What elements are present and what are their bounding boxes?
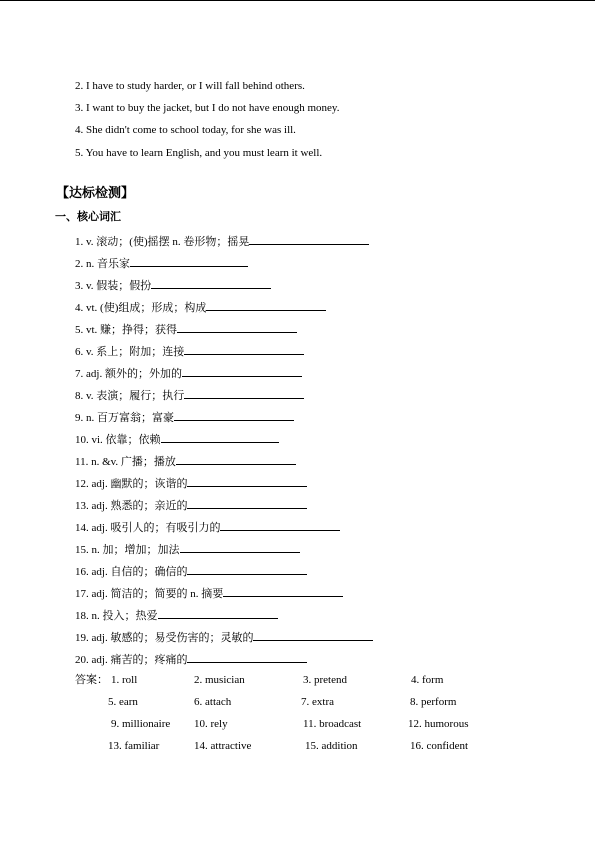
answer-item: 10. rely (194, 718, 228, 730)
answer-item: 15. addition (305, 740, 358, 752)
vocab-item: 6. v. 系上；附加；连接 (75, 343, 304, 359)
answer-item: 14. attractive (194, 740, 252, 752)
answer-item: 2. musician (194, 674, 245, 686)
vocab-item: 16. adj. 自信的；确信的 (75, 563, 307, 579)
answer-item: 3. pretend (303, 674, 347, 686)
answer-blank (253, 629, 373, 641)
vocab-item: 1. v. 滚动；(使)摇摆 n. 卷形物；摇晃 (75, 233, 369, 249)
answer-blank (187, 651, 307, 663)
answer-blank (177, 321, 297, 333)
answer-item: 9. millionaire (111, 718, 171, 730)
answer-blank (158, 607, 278, 619)
vocab-item: 20. adj. 痛苦的；疼痛的 (75, 651, 307, 667)
page-top-border (0, 0, 595, 1)
vocab-item: 10. vi. 依靠；依赖 (75, 431, 279, 447)
answer-item: 11. broadcast (303, 718, 362, 730)
sentence-4: 4. She didn't come to school today, for she was ill. (75, 124, 296, 136)
answer-item: 1. roll (111, 674, 138, 686)
answer-blank (220, 519, 340, 531)
vocab-item: 13. adj. 熟悉的；亲近的 (75, 497, 307, 513)
answer-blank (130, 255, 248, 267)
answer-item: 8. perform (410, 696, 457, 708)
answer-blank (180, 541, 300, 553)
answer-item: 16. confident (410, 740, 469, 752)
answer-blank (184, 387, 304, 399)
sentence-2: 2. I have to study harder, or I will fall behind others. (75, 80, 305, 92)
answer-blank (187, 475, 307, 487)
vocab-item: 11. n. &v. 广播；播放 (75, 453, 296, 469)
vocab-item: 18. n. 投入；热爱 (75, 607, 278, 623)
vocab-item: 9. n. 百万富翁；富豪 (75, 409, 294, 425)
answer-blank (187, 497, 307, 509)
sentence-5: 5. You have to learn English, and you must learn it well. (75, 147, 323, 159)
vocab-item: 2. n. 音乐家 (75, 255, 248, 271)
answer-blank (206, 299, 326, 311)
answer-blank (187, 563, 307, 575)
answer-blank (151, 277, 271, 289)
answer-item: 12. humorous (408, 718, 469, 730)
answer-blank (161, 431, 279, 443)
subsection-title: 一、核心词汇 (55, 210, 121, 223)
answer-blank (176, 453, 296, 465)
vocab-item: 17. adj. 简洁的；简要的 n. 摘要 (75, 585, 343, 601)
answer-blank (249, 233, 369, 245)
answer-item: 4. form (411, 674, 444, 686)
vocab-item: 7. adj. 额外的；外加的 (75, 365, 302, 381)
vocab-item: 5. vt. 赚；挣得；获得 (75, 321, 297, 337)
answer-blank (223, 585, 343, 597)
sentence-3: 3. I want to buy the jacket, but I do not have enough money. (75, 102, 340, 114)
answer-item: 13. familiar (108, 740, 160, 752)
vocab-item: 14. adj. 吸引人的；有吸引力的 (75, 519, 340, 535)
vocab-item: 12. adj. 幽默的；诙谐的 (75, 475, 307, 491)
answers-label: 答案： (75, 673, 108, 686)
answer-blank (182, 365, 302, 377)
answer-item: 7. extra (301, 696, 334, 708)
vocab-item: 19. adj. 敏感的；易受伤害的；灵敏的 (75, 629, 373, 645)
vocab-item: 15. n. 加；增加；加法 (75, 541, 300, 557)
vocab-item: 4. vt. (使)组成；形成；构成 (75, 299, 326, 315)
answer-blank (174, 409, 294, 421)
vocab-item: 3. v. 假装；假扮 (75, 277, 271, 293)
answer-blank (184, 343, 304, 355)
vocab-item: 8. v. 表演；履行；执行 (75, 387, 304, 403)
answer-item: 6. attach (194, 696, 232, 708)
section-title: 【达标检测】 (56, 186, 135, 201)
answer-item: 5. earn (108, 696, 138, 708)
